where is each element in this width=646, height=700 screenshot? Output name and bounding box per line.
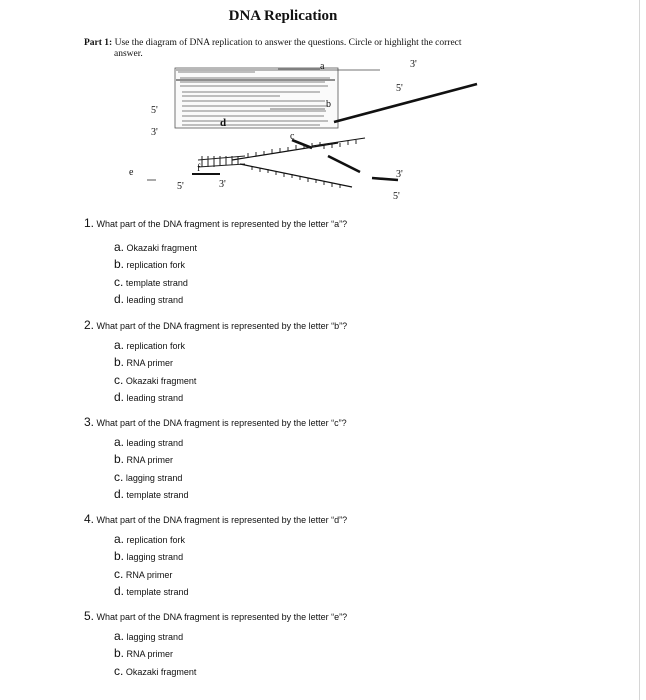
question-prompt: [84, 415, 347, 429]
option-letter: a.: [114, 629, 125, 643]
option-letter: a.: [114, 532, 125, 546]
diagonal-strand-upper: [334, 84, 477, 122]
answer-option[interactable]: [114, 532, 185, 546]
answer-option[interactable]: [114, 487, 189, 501]
option-letter: c.: [114, 664, 124, 678]
option-letter: b.: [114, 646, 125, 660]
option-letter: b.: [114, 452, 125, 466]
question-text: What part of the DNA fragment is represented by the letter “e”?: [96, 612, 348, 622]
option-letter: c.: [114, 373, 124, 387]
question-number: 4.: [84, 512, 95, 526]
answer-option[interactable]: [114, 275, 188, 289]
option-letter: c.: [114, 275, 124, 289]
diagram-label-e: e: [129, 167, 134, 178]
option-letter: c.: [114, 567, 124, 581]
instructions-text: Use the diagram of DNA replication to answer the questions. Circle or highlight the correct: [114, 38, 462, 48]
option-text: replication fork: [126, 535, 186, 545]
diagram-label-c: c: [290, 131, 295, 142]
option-letter: b.: [114, 549, 125, 563]
option-letter: d.: [114, 390, 125, 404]
option-text: template strand: [126, 490, 189, 500]
answer-option[interactable]: [114, 257, 185, 271]
answer-option[interactable]: [114, 292, 183, 306]
fork-upper-strand: [232, 143, 338, 160]
diagram-label-3prime-right-lower: 3': [396, 169, 403, 180]
answer-option[interactable]: [114, 390, 183, 404]
option-text: leading strand: [126, 438, 184, 448]
diagram-label-b: b: [326, 99, 331, 110]
option-letter: c.: [114, 470, 124, 484]
fork-lower-strand: [240, 164, 352, 187]
option-letter: b.: [114, 257, 125, 271]
option-text: replication fork: [126, 341, 186, 351]
diagonal-strand-lower: [328, 156, 360, 172]
option-letter: d.: [114, 487, 125, 501]
helix-ladder: [198, 156, 245, 167]
answer-option[interactable]: [114, 584, 189, 598]
diagram-label-3prime-top-right: 3': [410, 59, 417, 70]
answer-option[interactable]: [114, 549, 183, 563]
answer-option[interactable]: [114, 629, 183, 643]
option-text: RNA primer: [126, 358, 174, 368]
diagram-label-5prime-left: 5': [151, 105, 158, 116]
option-letter: a.: [114, 338, 125, 352]
option-text: RNA primer: [126, 455, 174, 465]
diagram-drawing: [120, 56, 480, 206]
option-text: template strand: [126, 587, 189, 597]
answer-option[interactable]: [114, 646, 173, 660]
option-text: template strand: [125, 278, 188, 288]
option-letter: a.: [114, 240, 125, 254]
diagram-label-3prime-bottom: 3': [219, 179, 226, 190]
option-text: Okazaki fragment: [126, 243, 198, 253]
answer-option[interactable]: [114, 373, 196, 387]
option-text: leading strand: [126, 295, 184, 305]
option-letter: a.: [114, 435, 125, 449]
question-prompt: [84, 318, 347, 332]
diagram-label-f: f: [197, 163, 201, 174]
fork-upper-ticks: [248, 142, 320, 157]
option-text: lagging strand: [126, 552, 184, 562]
instructions-text-continued: answer.: [114, 49, 143, 59]
question-number: 5.: [84, 609, 95, 623]
diagram-label-5prime-right-upper: 5': [396, 83, 403, 94]
option-text: RNA primer: [126, 649, 174, 659]
dna-replication-diagram: [120, 56, 480, 206]
option-text: lagging strand: [125, 473, 183, 483]
answer-option[interactable]: [114, 240, 197, 254]
option-text: Okazaki fragment: [125, 667, 197, 677]
answer-option[interactable]: [114, 664, 196, 678]
question-prompt: [84, 609, 347, 623]
option-letter: d.: [114, 584, 125, 598]
diagram-label-5prime-right-lower: 5': [393, 191, 400, 202]
question-text: What part of the DNA fragment is represented by the letter “d”?: [96, 515, 348, 525]
question-prompt: [84, 216, 347, 230]
question-number: 1.: [84, 216, 95, 230]
option-text: replication fork: [126, 260, 186, 270]
right-short-strand: [372, 178, 398, 180]
question-text: What part of the DNA fragment is represented by the letter “b”?: [96, 321, 348, 331]
answer-option[interactable]: [114, 338, 185, 352]
answer-option[interactable]: [114, 470, 182, 484]
option-letter: d.: [114, 292, 125, 306]
option-text: RNA primer: [125, 570, 173, 580]
diagram-label-3prime-left: 3': [151, 127, 158, 138]
question-prompt: [84, 512, 347, 526]
option-text: Okazaki fragment: [125, 376, 197, 386]
answer-option[interactable]: [114, 355, 173, 369]
document-title: DNA Replication: [228, 8, 338, 24]
option-text: leading strand: [126, 393, 184, 403]
question-number: 3.: [84, 415, 95, 429]
answer-option[interactable]: [114, 452, 173, 466]
primer-near-c: [292, 140, 312, 148]
answer-option[interactable]: [114, 435, 183, 449]
answer-option[interactable]: [114, 567, 172, 581]
embedded-figure-box: [175, 68, 338, 128]
part-label: Part 1:: [84, 38, 113, 48]
question-text: What part of the DNA fragment is represented by the letter “a”?: [96, 219, 348, 229]
diagram-label-d: d: [220, 117, 227, 129]
question-text: What part of the DNA fragment is represented by the letter “c”?: [96, 418, 347, 428]
diagram-label-5prime-bottom: 5': [177, 181, 184, 192]
option-text: lagging strand: [126, 632, 184, 642]
diagram-label-a: a: [320, 61, 325, 72]
option-letter: b.: [114, 355, 125, 369]
question-number: 2.: [84, 318, 95, 332]
